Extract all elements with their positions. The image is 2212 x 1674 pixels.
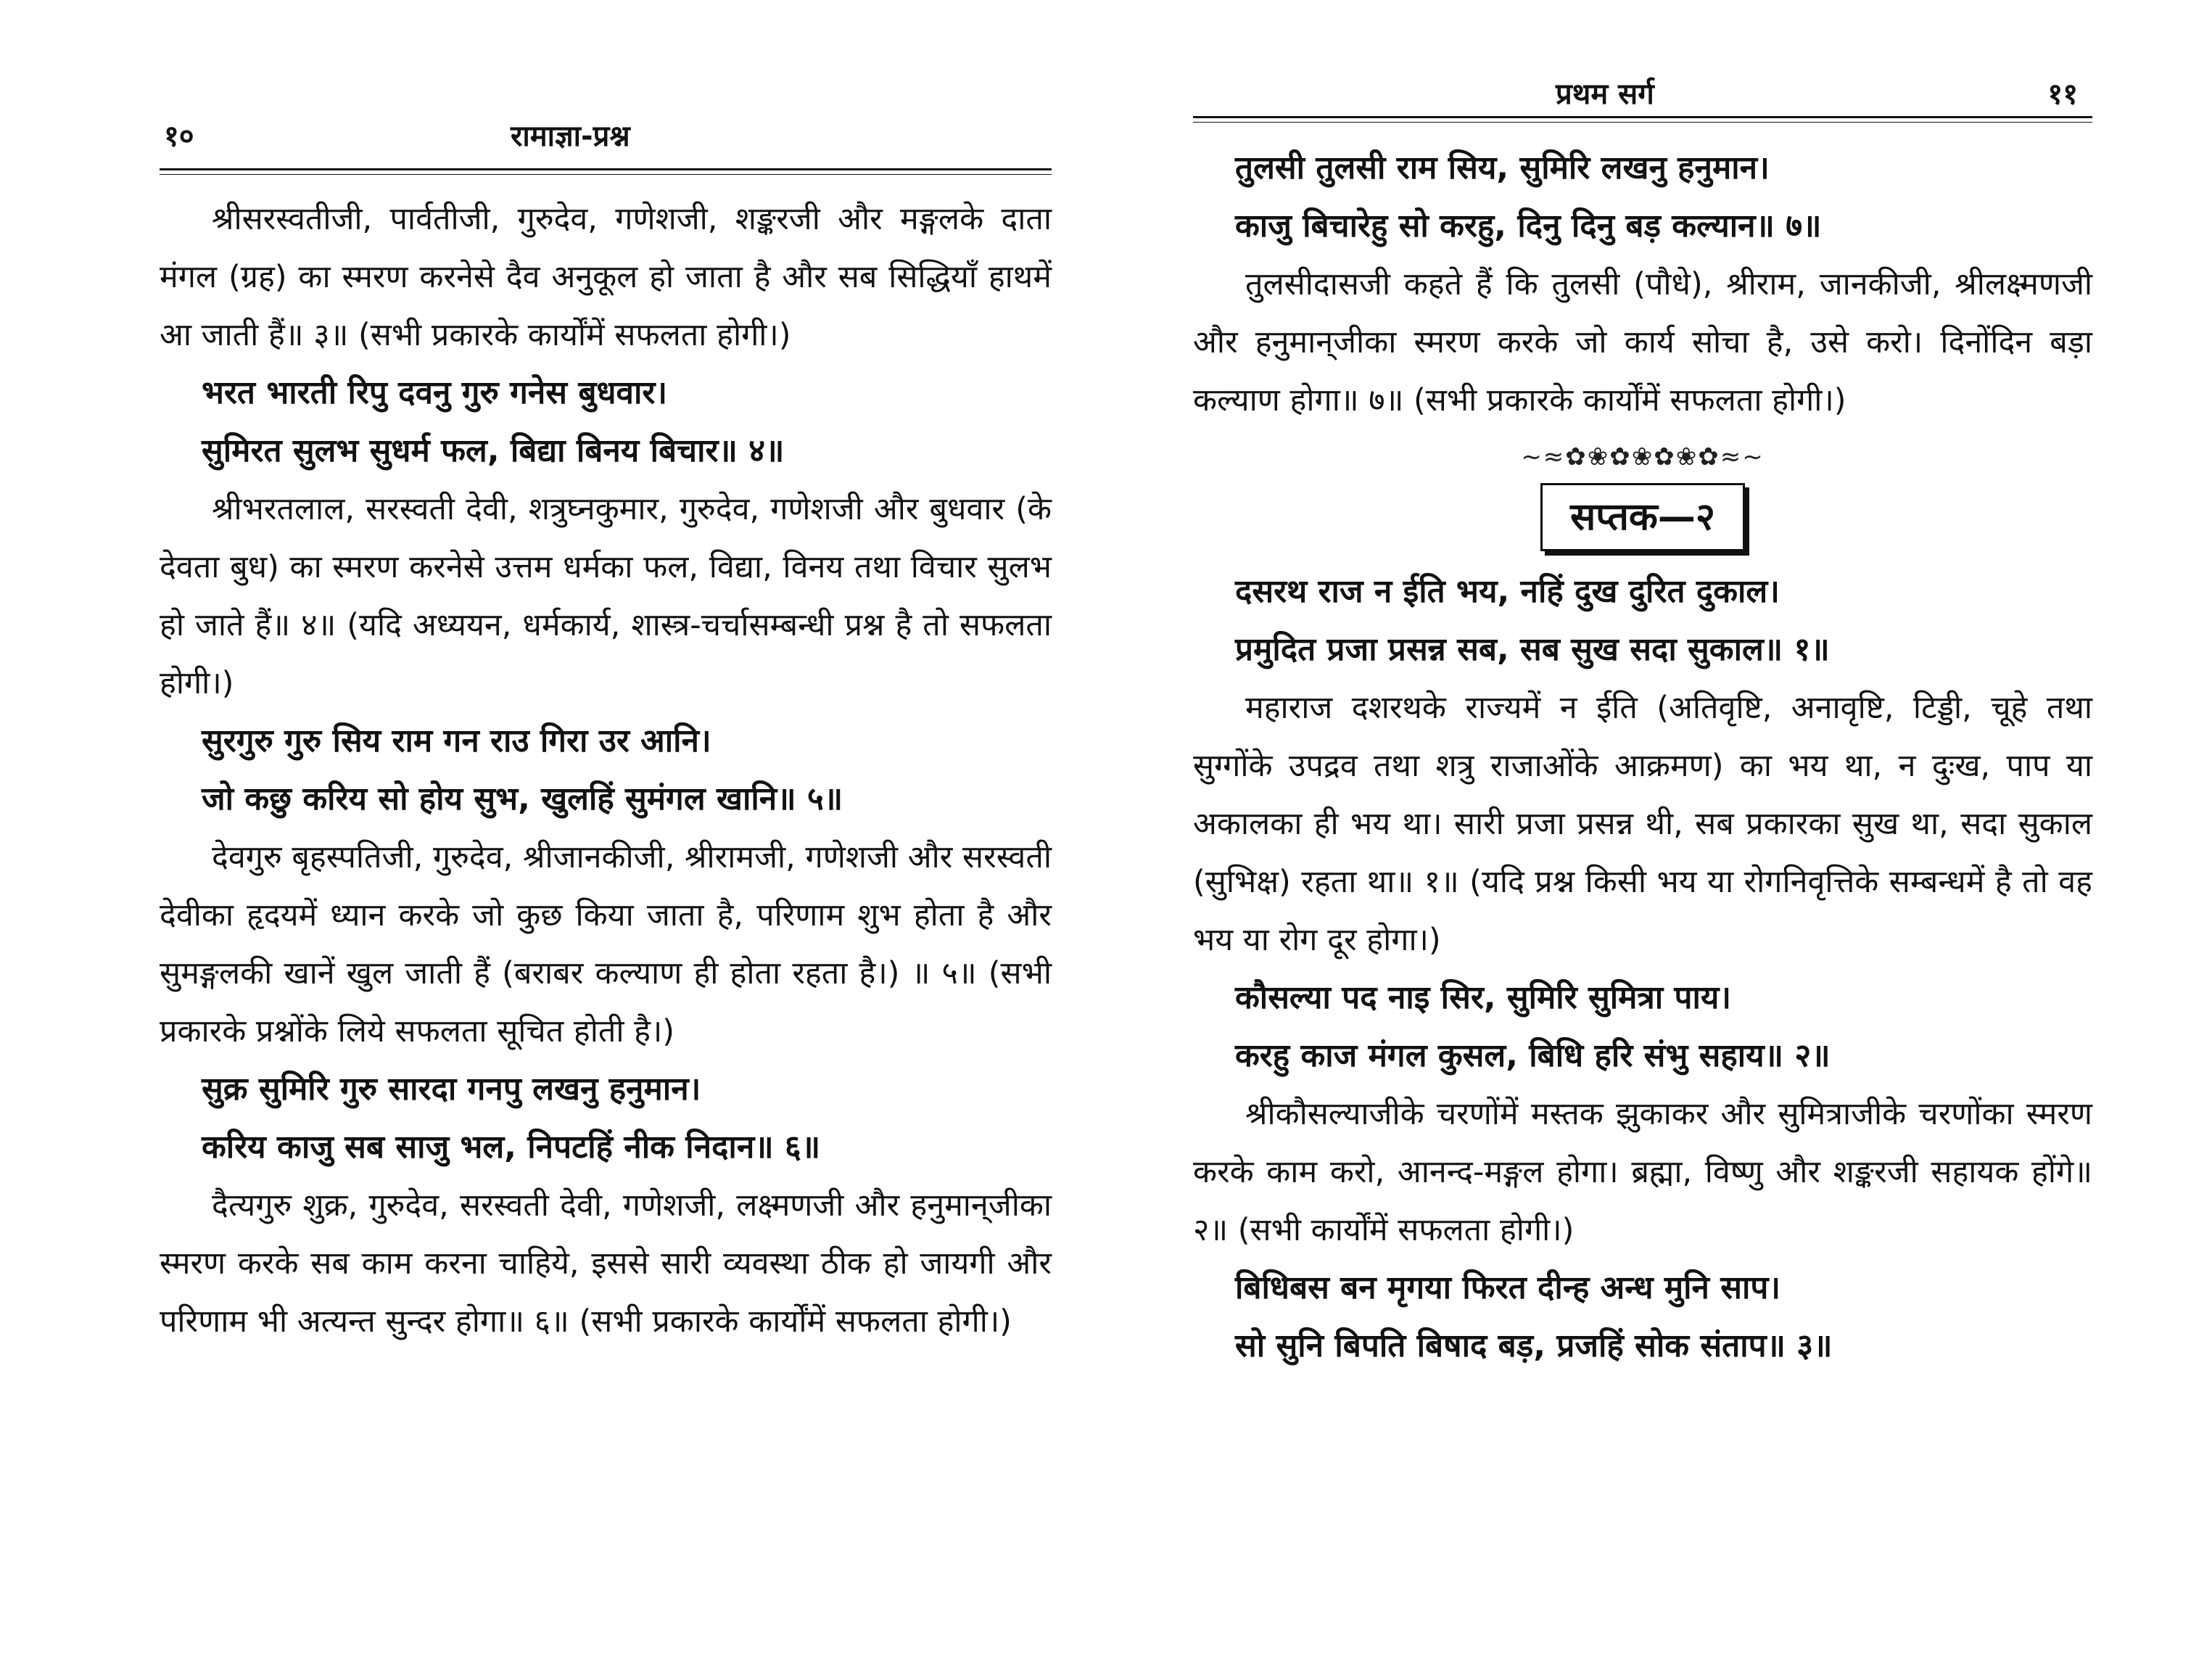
left-running-title: रामाज्ञा-प्रश्न [511, 120, 630, 153]
left-page [160, 0, 1052, 1674]
left-page-number: १० [164, 120, 194, 153]
paragraph-text: तुलसीदासजी कहते हैं कि तुलसी (पौधे), श्रीराम, जानकीजी, श्रीलक्ष्मणजी और हनुमान्‌जीका स्मरण करके जो कार्य सोचा है, उसे करो। दिनोंदिन बड़ा कल्याण होगा॥ ७॥ (सभी प्रकारके कार्योंमें सफलता होगी।) [1193, 266, 2092, 418]
paragraph-text: महाराज दशरथके राज्यमें न ईति (अतिवृष्टि, अनावृष्टि, टिड्डी, चूहे तथा सुग्गोंके उपद्रव तथा शत्रु राजाओंके आक्रमण) का भय था, न दुःख, पाप या अकालका ही भय था। सारी प्रजा प्रसन्न थी, सब प्रकारका सुख था, सदा सुकाल (सुभिक्ष) रहता था॥ १॥ (यदि प्रश्न किसी भय या रोगनिवृत्तिके सम्बन्धमें है तो वह भय या रोग दूर होगा।) [1193, 690, 2092, 958]
left-page-body [160, 190, 1052, 1351]
section-heading: सप्तक—२ [1540, 483, 1745, 551]
section-ornament: ~≈✿❀✿❀✿❀✿≈~ [1521, 442, 1765, 471]
paragraph-text: देवगुरु बृहस्पतिजी, गुरुदेव, श्रीजानकीजी, श्रीरामजी, गणेशजी और सरस्वती देवीका हृदयमें ध्यान करके जो कुछ किया जाता है, परिणाम शुभ होता है और सुमङ्गलकी खानें खुल जाती हैं (बराबर कल्याण ही होता रहता है।) ॥ ५॥ (सभी प्रकारके प्रश्नोंके लिये सफलता सूचित होती है।) [160, 839, 1052, 1050]
verse-line: प्रमुदित प्रजा प्रसन्न सब, सब सुख सदा सुकाल॥ १॥ [1235, 631, 1830, 668]
commentary-paragraph [160, 1176, 1052, 1351]
right-page-header [1193, 73, 2092, 116]
paragraph-text: श्रीसरस्वतीजी, पार्वतीजी, गुरुदेव, गणेशजी, शङ्करजी और मङ्गलके दाता मंगल (ग्रह) का स्मरण करनेसे दैव अनुकूल हो जाता है और सब सिद्धियाँ हाथमें आ जाती हैं॥ ३॥ (सभी प्रकारके कार्योंमें सफलता होगी।) [160, 201, 1052, 353]
right-running-title: प्रथम सर्ग [1556, 78, 1654, 111]
verse-line: सो सुनि बिपति बिषाद बड़, प्रजहिं सोक संताप॥ ३॥ [1235, 1327, 1833, 1364]
right-header-rule-thin [1193, 122, 2092, 123]
verse-line: करहु काज मंगल कुसल, बिधि हरि संभु सहाय॥ २॥ [1235, 1037, 1831, 1074]
verse-line: जो कछु करिय सो होय सुभ, खुलहिं सुमंगल खानि॥ ५॥ [202, 780, 843, 817]
commentary-paragraph [1193, 255, 2092, 429]
verse-line: सुक्र सुमिरि गुरु सारदा गनपु लखनु हनुमान। [202, 1071, 701, 1108]
right-header-rule [1193, 116, 2092, 118]
left-header-rule [160, 168, 1052, 170]
verse-line: तुलसी तुलसी राम सिय, सुमिरि लखनु हनुमान। [1235, 149, 1770, 186]
paragraph-text: दैत्यगुरु शुक्र, गुरुदेव, सरस्वती देवी, गणेशजी, लक्ष्मणजी और हनुमान्‌जीका स्मरण करके सब काम करना चाहिये, इससे सारी व्यवस्था ठीक हो जायगी और परिणाम भी अत्यन्त सुन्दर होगा॥ ६॥ (सभी प्रकारके कार्योंमें सफलता होगी।) [160, 1187, 1052, 1340]
commentary-paragraph [160, 190, 1052, 364]
commentary-paragraph [160, 480, 1052, 712]
verse-line: भरत भारती रिपु दवनु गुरु गनेस बुधवार। [202, 374, 668, 411]
right-page-body [1193, 139, 2092, 1375]
verse-line: दसरथ राज न ईति भय, नहिं दुख दुरित दुकाल। [1235, 573, 1780, 610]
left-header-rule-thin [160, 174, 1052, 175]
right-page-number: ११ [2047, 78, 2078, 111]
commentary-paragraph [1193, 1085, 2092, 1259]
commentary-paragraph [1193, 679, 2092, 969]
verse-line: काजु बिचारेहु सो करहु, दिनु दिनु बड़ कल्यान॥ ७॥ [1235, 207, 1822, 244]
verse-line: बिधिबस बन मृगया फिरत दीन्ह अन्ध मुनि साप। [1235, 1269, 1781, 1306]
paragraph-text: श्रीकौसल्याजीके चरणोंमें मस्तक झुकाकर और सुमित्राजीके चरणोंका स्मरण करके काम करो, आनन्द-मङ्गल होगा। ब्रह्मा, विष्णु और शङ्करजी सहायक होंगे॥ २॥ (सभी कार्योंमें सफलता होगी।) [1193, 1096, 2092, 1248]
left-page-header [160, 115, 1052, 158]
verse-line: सुरगुरु गुरु सिय राम गन राउ गिरा उर आनि। [202, 722, 711, 759]
right-page [1193, 0, 2092, 1674]
paragraph-text: श्रीभरतलाल, सरस्वती देवी, शत्रुघ्नकुमार, गुरुदेव, गणेशजी और बुधवार (के देवता बुध) का स्मरण करनेसे उत्तम धर्मका फल, विद्या, विनय तथा विचार सुलभ हो जाते हैं॥ ४॥ (यदि अध्ययन, धर्मकार्य, शास्त्र-चर्चासम्बन्धी प्रश्न है तो सफलता होगी।) [160, 491, 1052, 701]
verse-line: सुमिरत सुलभ सुधर्म फल, बिद्या बिनय बिचार॥ ४॥ [202, 432, 785, 469]
verse-line: कौसल्या पद नाइ सिर, सुमिरि सुमित्रा पाय। [1235, 979, 1732, 1016]
section-heading-wrap [1193, 483, 2092, 558]
commentary-paragraph [160, 828, 1052, 1060]
verse-line: करिय काजु सब साजु भल, निपटहिं नीक निदान॥ ६॥ [202, 1129, 821, 1166]
